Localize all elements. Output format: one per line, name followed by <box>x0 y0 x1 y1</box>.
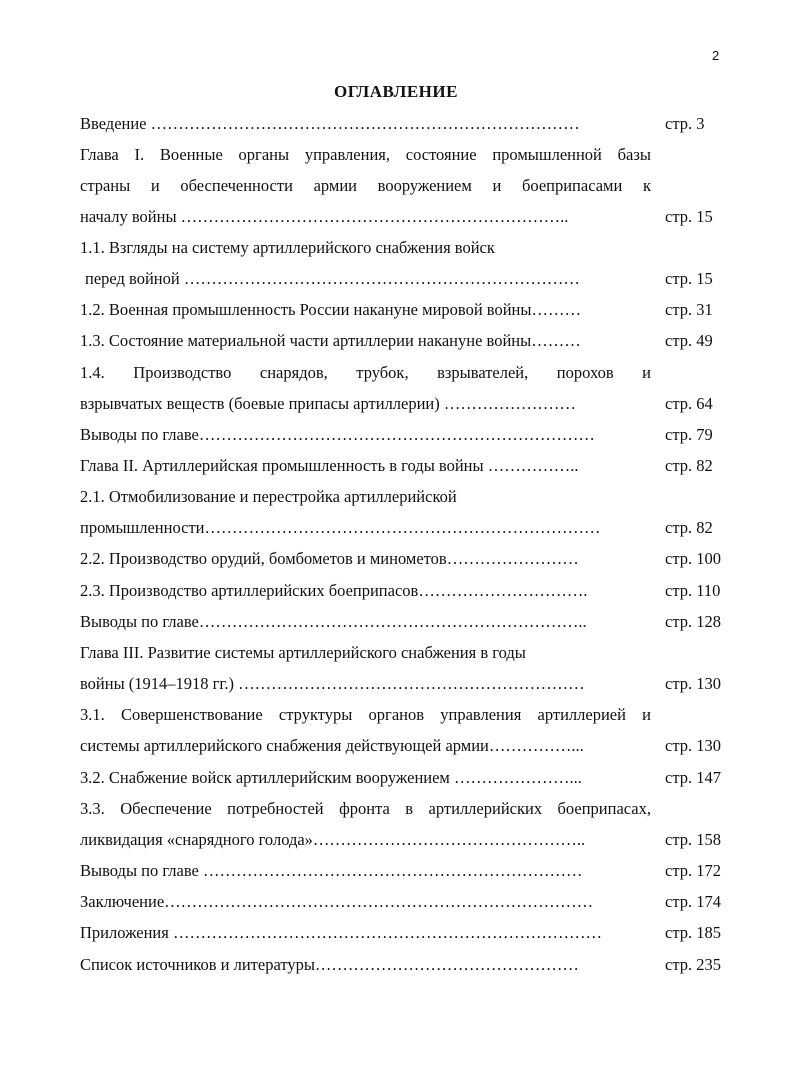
toc-entry-text: перед войной ……………………………………………………………… <box>85 269 580 288</box>
toc-entry-text: Выводы по главе……………………………………………………………… <box>80 425 595 444</box>
toc-entry-1-1 <box>80 237 730 259</box>
toc-entry-chapter-3 <box>80 642 730 664</box>
toc-entry-page: стр. 185 <box>665 923 721 942</box>
toc-entry-text: войны (1914–1918 гг.) ……………………………………………………… <box>80 674 585 693</box>
toc-entry-3-3 <box>80 798 730 820</box>
toc-entry-chapter-1 <box>80 144 730 166</box>
toc-entry-page: стр. 100 <box>665 549 721 568</box>
toc-entry-page: стр. 130 <box>665 736 721 755</box>
toc-entry-text: Выводы по главе …………………………………………………………… <box>80 861 583 880</box>
toc-entry-page: стр. 79 <box>665 425 713 444</box>
toc-entry-text: ликвидация «снарядного голода»………………………………………….. <box>80 830 586 849</box>
toc-entry-page: стр. 110 <box>665 581 721 600</box>
toc-entry-2-1 <box>80 486 730 508</box>
toc-entry-chapter-1-cont <box>80 175 730 197</box>
toc-entry-page: стр. 130 <box>665 674 721 693</box>
toc-entry-1-1-end <box>80 268 730 290</box>
toc-entry-chapter-2 <box>80 455 730 477</box>
toc-entry-page: стр. 147 <box>665 768 721 787</box>
toc-entry-appendices <box>80 922 730 944</box>
toc-entry-text: Глава I. Военные органы управления, состояние промышленной базы <box>80 145 651 164</box>
toc-entry-text: 3.2. Снабжение войск артиллерийским вооружением …………………... <box>80 768 582 787</box>
toc-entry-page: стр. 15 <box>665 207 713 226</box>
toc-entry-text: промышленности……………………………………………………………… <box>80 518 601 537</box>
toc-entry-1-4-end <box>80 393 730 415</box>
toc-entry-text: Приложения …………………………………………………………………… <box>80 923 602 942</box>
toc-entry-chapter-1-end <box>80 206 730 228</box>
toc-entry-page: стр. 3 <box>665 114 705 133</box>
toc-entry-2-2 <box>80 548 730 570</box>
toc-entry-3-1 <box>80 704 730 726</box>
toc-entry-text: началу войны …………………………………………………………….. <box>80 207 569 226</box>
toc-entry-page: стр. 82 <box>665 456 713 475</box>
toc-entry-text: 1.2. Военная промышленность России накануне мировой войны……… <box>80 300 581 319</box>
toc-entry-page: стр. 158 <box>665 830 721 849</box>
toc-entry-conclusions-3 <box>80 860 730 882</box>
toc-entry-text: 3.3. Обеспечение потребностей фронта в артиллерийских боеприпасах, <box>80 799 651 818</box>
toc-entry-page: стр. 174 <box>665 892 721 911</box>
toc-entry-page: стр. 49 <box>665 331 713 350</box>
toc-entry-text: Список источников и литературы………………………………………… <box>80 955 579 974</box>
toc-entry-text: 1.4. Производство снарядов, трубок, взрывателей, порохов и <box>80 363 651 382</box>
toc-entry-page: стр. 15 <box>665 269 713 288</box>
toc-entry-text: системы артиллерийского снабжения действующей армии……………... <box>80 736 584 755</box>
toc-entry-3-3-end <box>80 829 730 851</box>
toc-entry-text: Глава II. Артиллерийская промышленность в годы войны …………….. <box>80 456 579 475</box>
toc-entry-bibliography <box>80 954 730 976</box>
toc-entry-introduction <box>80 113 730 135</box>
toc-entry-text: 1.1. Взгляды на систему артиллерийского снабжения войск <box>80 238 495 257</box>
toc-entry-text: Заключение…………………………………………………………………… <box>80 892 594 911</box>
toc-entry-page: стр. 31 <box>665 300 713 319</box>
toc-entry-text: 2.2. Производство орудий, бомбометов и минометов…………………… <box>80 549 579 568</box>
toc-entry-text: 3.1. Совершенствование структуры органов управления артиллерией и <box>80 705 651 724</box>
toc-entry-conclusions-2 <box>80 611 730 633</box>
toc-entry-page: стр. 64 <box>665 394 713 413</box>
toc-entry-chapter-3-end <box>80 673 730 695</box>
toc-entry-1-3 <box>80 330 730 352</box>
toc-entry-conclusions-1 <box>80 424 730 446</box>
toc-entry-text: страны и обеспеченности армии вооружением и боеприпасами к <box>80 176 651 195</box>
toc-entry-page: стр. 128 <box>665 612 721 631</box>
toc-entry-text: 2.3. Производство артиллерийских боеприпасов…………………………. <box>80 581 588 600</box>
toc-entry-text: Выводы по главе…………………………………………………………….. <box>80 612 587 631</box>
toc-entry-page: стр. 235 <box>665 955 721 974</box>
toc-entry-text: Глава III. Развитие системы артиллерийского снабжения в годы <box>80 643 526 662</box>
toc-entry-1-2 <box>80 299 730 321</box>
toc-entry-2-1-end <box>80 517 730 539</box>
toc-entry-text: 2.1. Отмобилизование и перестройка артиллерийской <box>80 487 457 506</box>
page-number: 2 <box>712 48 720 63</box>
toc-entry-conclusion <box>80 891 730 913</box>
toc-entry-2-3 <box>80 580 730 602</box>
toc-entry-text: взрывчатых веществ (боевые припасы артиллерии) …………………… <box>80 394 576 413</box>
toc-entry-3-2 <box>80 767 730 789</box>
toc-entry-text: 1.3. Состояние материальной части артиллерии накануне войны……… <box>80 331 581 350</box>
toc-entry-1-4 <box>80 362 730 384</box>
toc-entry-3-1-end <box>80 735 730 757</box>
toc-entry-page: стр. 82 <box>665 518 713 537</box>
toc-entry-page: стр. 172 <box>665 861 721 880</box>
toc-entry-text: Введение …………………………………………………………………… <box>80 114 580 133</box>
page-title: ОГЛАВЛЕНИЕ <box>334 82 458 101</box>
